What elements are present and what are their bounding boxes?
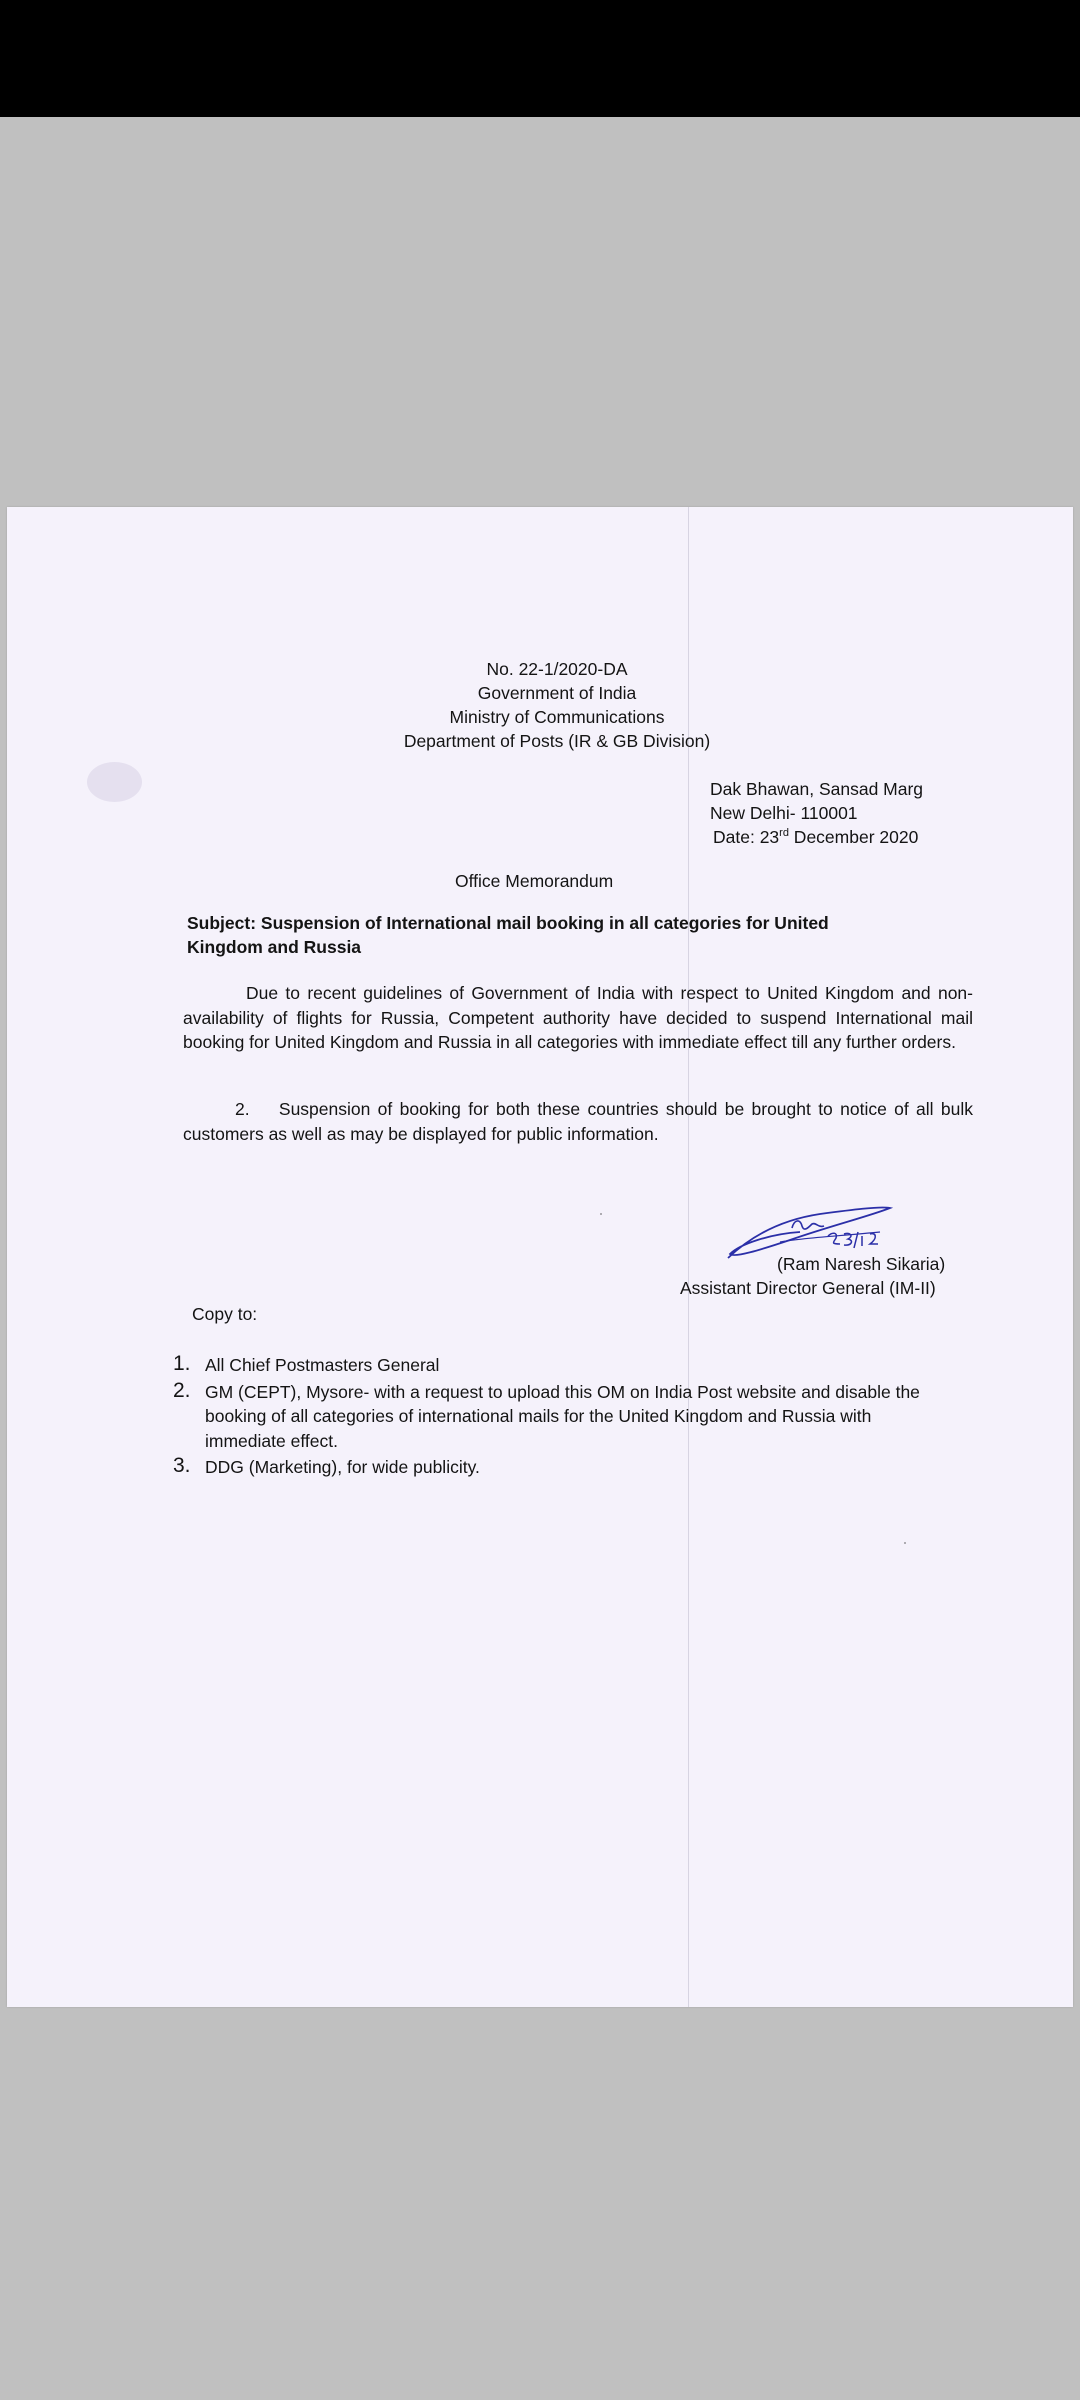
- copy-to-heading: Copy to:: [192, 1304, 258, 1324]
- list-item: [167, 1380, 957, 1454]
- list-item-number: 3.: [173, 1454, 191, 1477]
- letterhead: [307, 657, 807, 753]
- copy-to-list: [167, 1353, 957, 1482]
- list-item-text: DDG (Marketing), for wide publicity.: [205, 1457, 480, 1477]
- signatory-designation: Assistant Director General (IM-II): [680, 1278, 936, 1298]
- list-item-number: 1.: [173, 1352, 191, 1375]
- status-bar: [0, 0, 1080, 117]
- memo-subject: Subject: Suspension of International mail booking in all categories for United Kingdom and Russia: [187, 913, 829, 957]
- document-date: [710, 825, 923, 849]
- paper-speck: [904, 1542, 906, 1544]
- reference-number: No. 22-1/2020-DA: [486, 659, 628, 679]
- address-line-1: Dak Bhawan, Sansad Marg: [710, 779, 924, 799]
- list-item: [167, 1353, 957, 1378]
- list-item-text: GM (CEPT), Mysore- with a request to upload this OM on India Post website and disable the booking of all categories of international mails for the United Kingdom and Russia with immediate effect.: [205, 1381, 920, 1451]
- address-line-2: New Delhi- 110001: [710, 803, 858, 823]
- date-suffix: December 2020: [788, 827, 919, 847]
- body-paragraph-1: Due to recent guidelines of Government of India with respect to United Kingdom and non-availability of flights for Russia, Competent authority have decided to suspend International mail booking for United Kingdom and Russia in all categories with immediate effect till any further orders.: [183, 983, 973, 1052]
- ministry-name: Ministry of Communications: [449, 707, 665, 727]
- list-item-text: All Chief Postmasters General: [205, 1355, 440, 1375]
- date-prefix: Date: 23: [713, 827, 780, 847]
- office-address: [710, 777, 923, 849]
- signatory-name: (Ram Naresh Sikaria): [777, 1254, 946, 1274]
- paper-smudge: [87, 762, 142, 802]
- list-item-number: 2.: [173, 1378, 191, 1402]
- body-paragraph-2: 2. Suspension of booking for both these countries should be brought to notice of all bulk customers as well as may be displayed for public information.: [183, 1099, 978, 1144]
- date-ordinal: rd: [779, 827, 789, 840]
- department-name: Department of Posts (IR & GB Division): [403, 731, 711, 751]
- document-page: [7, 507, 1073, 2007]
- paper-speck: [600, 1213, 602, 1215]
- list-item: [167, 1455, 957, 1480]
- government-name: Government of India: [477, 683, 637, 703]
- memo-title: Office Memorandum: [455, 871, 614, 891]
